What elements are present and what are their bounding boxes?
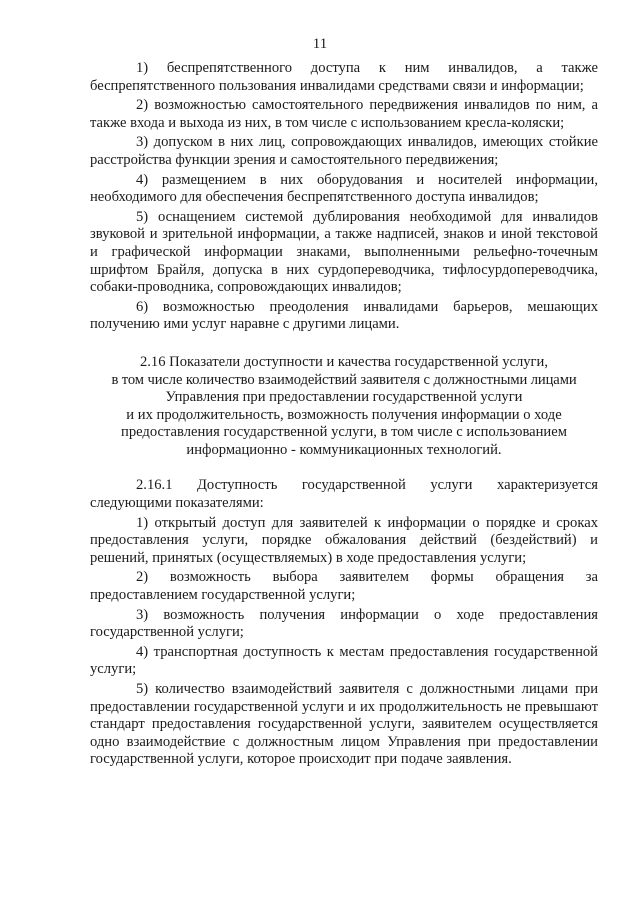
document-body (90, 60, 598, 771)
section-heading (90, 354, 598, 460)
list-item: 4) транспортная доступность к местам предоставления государственной услуги; (90, 643, 598, 678)
list-item: 3) возможность получения информации о ходе предоставления государственной услуги; (90, 606, 598, 641)
list-item: 1) открытый доступ для заявителей к информации о порядке и сроках предоставления услуги, порядке обжалования действий (бездействий) и решений, принятых (осуществляемых) в ходе предоставления услуги; (90, 514, 598, 566)
heading-line: Управления при предоставлении государственной услуги (165, 389, 523, 406)
page-number: 11 (312, 36, 328, 52)
heading-line: в том числе количество взаимодействий заявителя с должностными лицами (111, 371, 577, 388)
list-item: 2) возможностью самостоятельного передвижения инвалидов по ним, а также входа и выхода из них, в том числе с использованием кресла-коляски; (90, 97, 598, 131)
list-item: 4) размещением в них оборудования и носителей информации, необходимого для обеспечения беспрепятственного доступа инвалидов; (90, 171, 598, 206)
list-item: 3) допуском в них лиц, сопровождающих инвалидов, имеющих стойкие расстройства функции зрения и самостоятельного передвижения; (90, 134, 598, 168)
section-intro: 2.16.1 Доступность государственной услуги характеризуется следующими показателями: (90, 477, 598, 512)
list-item: 1) беспрепятственного доступа к ним инвалидов, а также беспрепятственного пользования инвалидами средствами связи и информации; (90, 60, 598, 94)
heading-line: информационно - коммуникационных технологий. (186, 441, 502, 458)
heading-line: 2.16 Показатели доступности и качества государственной услуги, (139, 353, 548, 370)
list-item: 5) количество взаимодействий заявителя с должностными лицами при предоставлении государственной услуги и их продолжительность не превышают стандарт предоставления государственной услуги, заявителем осуществляется одно взаимодействие с должностным лицом Управления при предоставлении государственной услуги, которое происходит при подаче заявления. (90, 681, 598, 768)
list-item: 5) оснащением системой дублирования необходимой для инвалидов звуковой и зрительной информации, а также надписей, знаков и иной текстовой и графической информации знаками, выполненными рельефно-точечным шрифтом Брайля, допуска в них сурдопереводчика, тифлосурдопереводчика, собаки-проводника, сопровождающих инвалидов; (90, 208, 598, 296)
heading-line: и их продолжительность, возможность получения информации о ходе (126, 406, 562, 423)
list-item: 6) возможностью преодоления инвалидами барьеров, мешающих получению ими услуг наравне с другими лицами. (90, 298, 598, 333)
list-item: 2) возможность выбора заявителем формы обращения за предоставлением государственной услуги; (90, 569, 598, 604)
heading-line: предоставления государственной услуги, в том числе с использованием (121, 424, 567, 441)
